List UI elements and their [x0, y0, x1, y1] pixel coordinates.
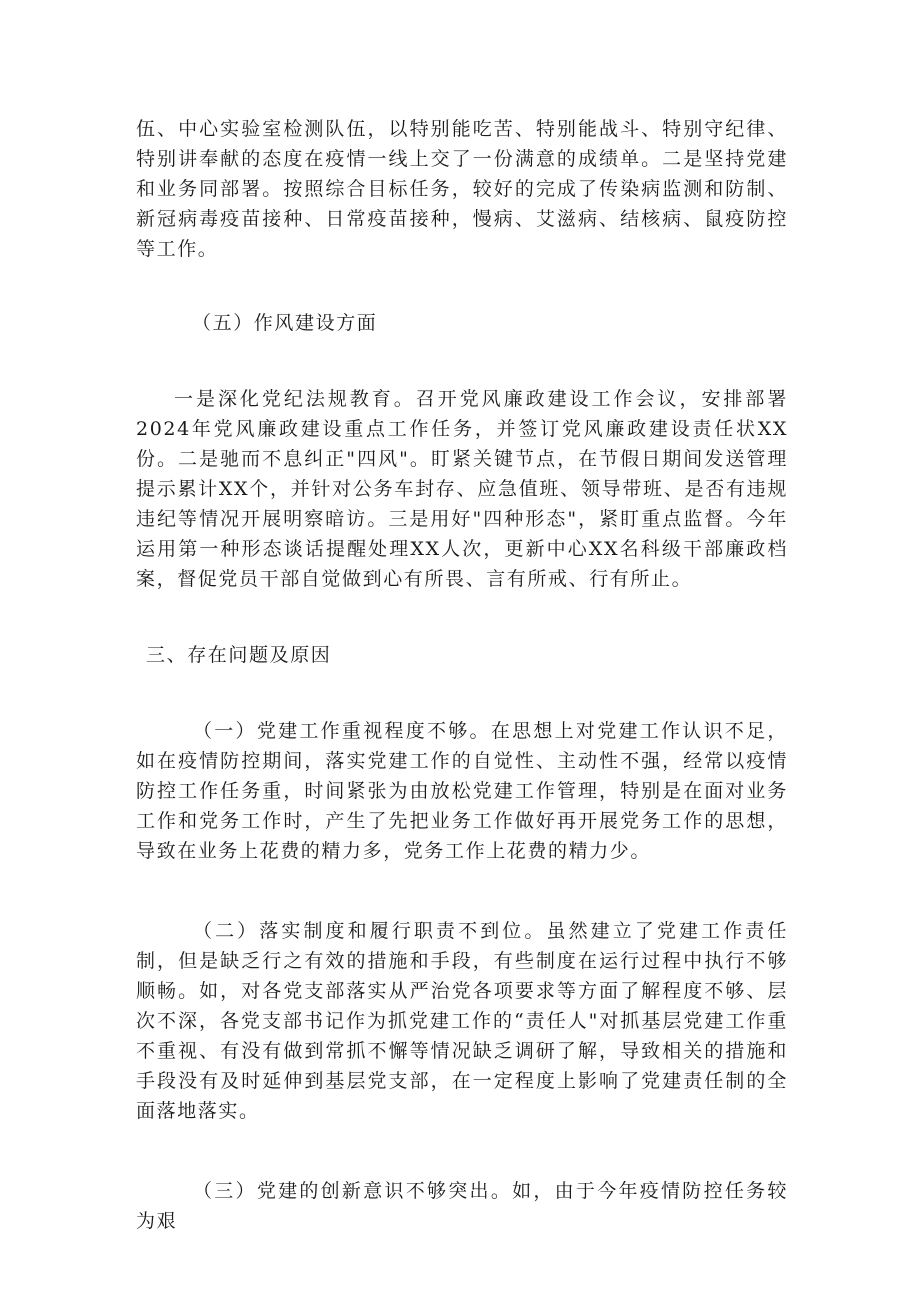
problem-paragraph-2: （二）落实制度和履行职责不到位。虽然建立了党建工作责任制，但是缺乏行之有效的措施和手段，有些制度在运行过程中执行不够顺畅。如，对各党支部落实从严治党各项要求等方面了解程度不够、层次不深，各党支部书记作为抓党建工作的“责任人"对抓基层党建工作重不重视、有没有做到常抓不懈等情况缺乏调研了解，导致相关的措施和手段没有及时延伸到基层党支部，在一定程度上影响了党建责任制的全面落地落实。: [136, 920, 788, 1122]
section-heading-work-style: （五）作风建设方面: [192, 312, 378, 334]
section-heading-problems: 三、存在问题及原因: [146, 644, 332, 666]
problem-paragraph-1: （一）党建工作重视程度不够。在思想上对党建工作认识不足，如在疫情防控期间，落实党建工作的自觉性、主动性不强，经常以疫情防控工作任务重，时间紧张为由放松党建工作管理，特别是在面对业务工作和党务工作时，产生了先把业务工作做好再开展党务工作的思想，导致在业务上花费的精力多，党务工作上花费的精力少。: [136, 720, 788, 862]
intro-paragraph: 伍、中心实验室检测队伍，以特别能吃苦、特别能战斗、特别守纪律、特别讲奉献的态度在疫情一线上交了一份满意的成绩单。二是坚持党建和业务同部署。按照综合目标任务，较好的完成了传染病监测和防制、新冠病毒疫苗接种、日常疫苗接种，慢病、艾滋病、结核病、鼠疫防控等工作。: [136, 118, 788, 260]
work-style-paragraph: 一是深化党纪法规教育。召开党风廉政建设工作会议，安排部署2024年党风廉政建设重点工作任务，并签订党风廉政建设责任状XX份。二是驰而不息纠正"四风"。盯紧关键节点，在节假日期间发送管理提示累计XX个，并针对公务车封存、应急值班、领导带班、是否有违规违纪等情况开展明察暗访。三是用好"四种形态"，紧盯重点监督。今年运用第一种形态谈话提醒处理XX人次，更新中心XX名科级干部廉政档案，督促党员干部自觉做到心有所畏、言有所戒、行有所止。: [136, 388, 788, 590]
problem-paragraph-3: （三）党建的创新意识不够突出。如，由于今年疫情防控任务较为艰: [136, 1180, 788, 1232]
document-page: [136, 114, 788, 1236]
